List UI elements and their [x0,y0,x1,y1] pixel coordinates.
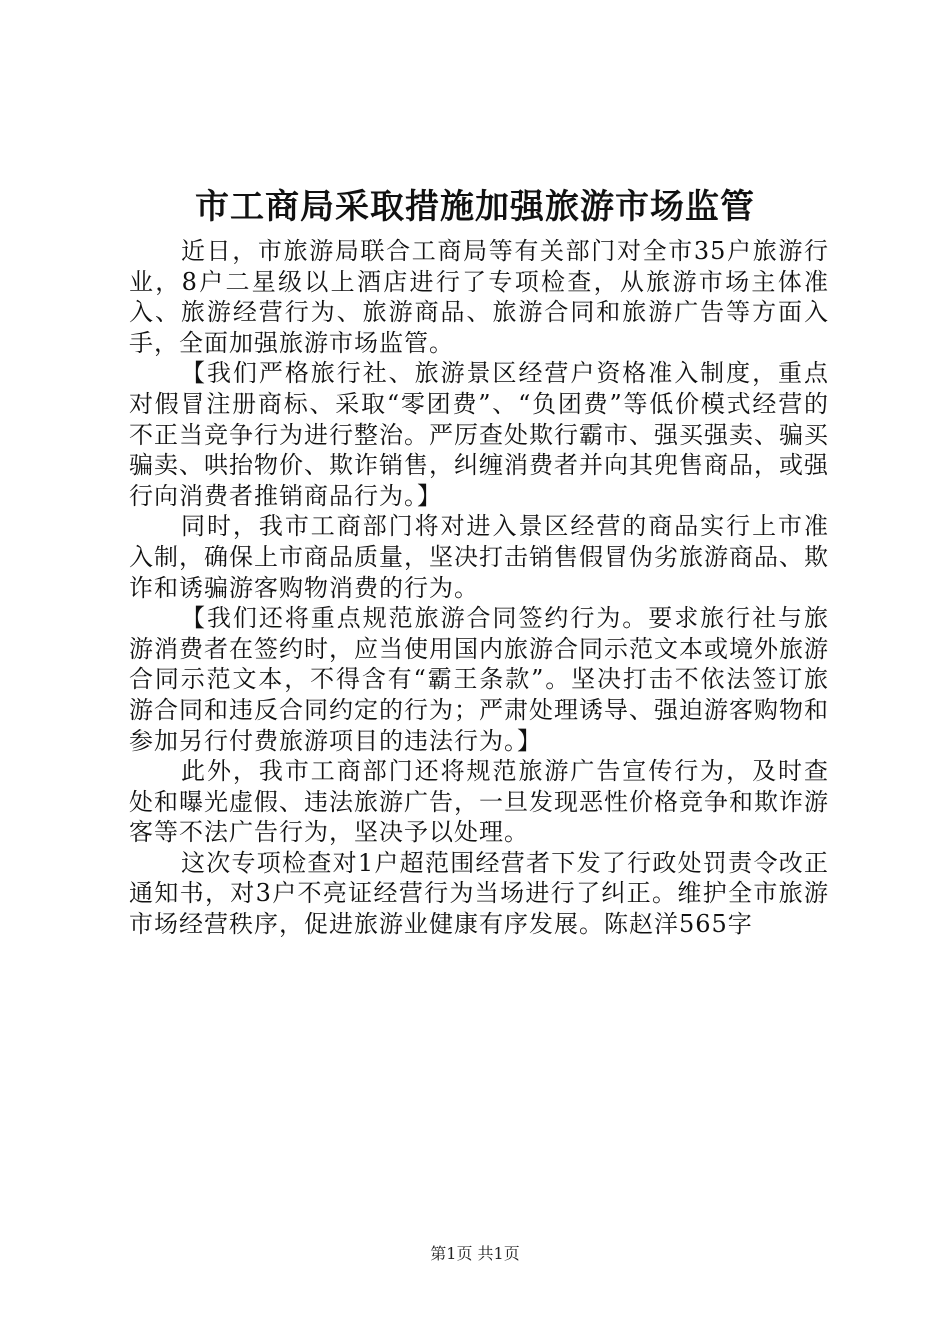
paragraph-4: 【我们还将重点规范旅游合同签约行为。要求旅行社与旅游消费者在签约时，应当使用国内旅游合同示范文本或境外旅游合同示范文本，不得含有“霸王条款”。坚决打击不依法签订旅游合同和违反合同约定的行为；严肃处理诱导、强迫游客购物和参加另行付费旅游项目的违法行为。】 [129,604,829,755]
document-body [129,236,829,940]
page-number-footer: 第1页 共1页 [430,1244,520,1263]
paragraph-1: 近日，市旅游局联合工商局等有关部门对全市35户旅游行业，8户二星级以上酒店进行了专项检查，从旅游市场主体准入、旅游经营行为、旅游商品、旅游合同和旅游广告等方面入手，全面加强旅游市场监管。 [129,237,829,357]
paragraph-2: 【我们严格旅行社、旅游景区经营户资格准入制度，重点对假冒注册商标、采取“零团费”、“负团费”等低价模式经营的不正当竞争行为进行整治。严厉查处欺行霸市、强买强卖、骗买骗卖、哄抬物价、欺诈销售，纠缠消费者并向其兜售商品，或强行向消费者推销商品行为。】 [129,359,829,510]
paragraph-5: 此外，我市工商部门还将规范旅游广告宣传行为，及时查处和曝光虚假、违法旅游广告，一旦发现恶性价格竞争和欺诈游客等不法广告行为，坚决予以处理。 [129,757,829,847]
paragraph-3: 同时，我市工商部门将对进入景区经营的商品实行上市准入制，确保上市商品质量，坚决打击销售假冒伪劣旅游商品、欺诈和诱骗游客购物消费的行为。 [129,512,829,602]
paragraph-6: 这次专项检查对1户超范围经营者下发了行政处罚责令改正通知书，对3户不亮证经营行为当场进行了纠正。维护全市旅游市场经营秩序，促进旅游业健康有序发展。陈赵洋565字 [129,848,829,939]
document-title: 市工商局采取措施加强旅游市场监管 [195,187,755,227]
